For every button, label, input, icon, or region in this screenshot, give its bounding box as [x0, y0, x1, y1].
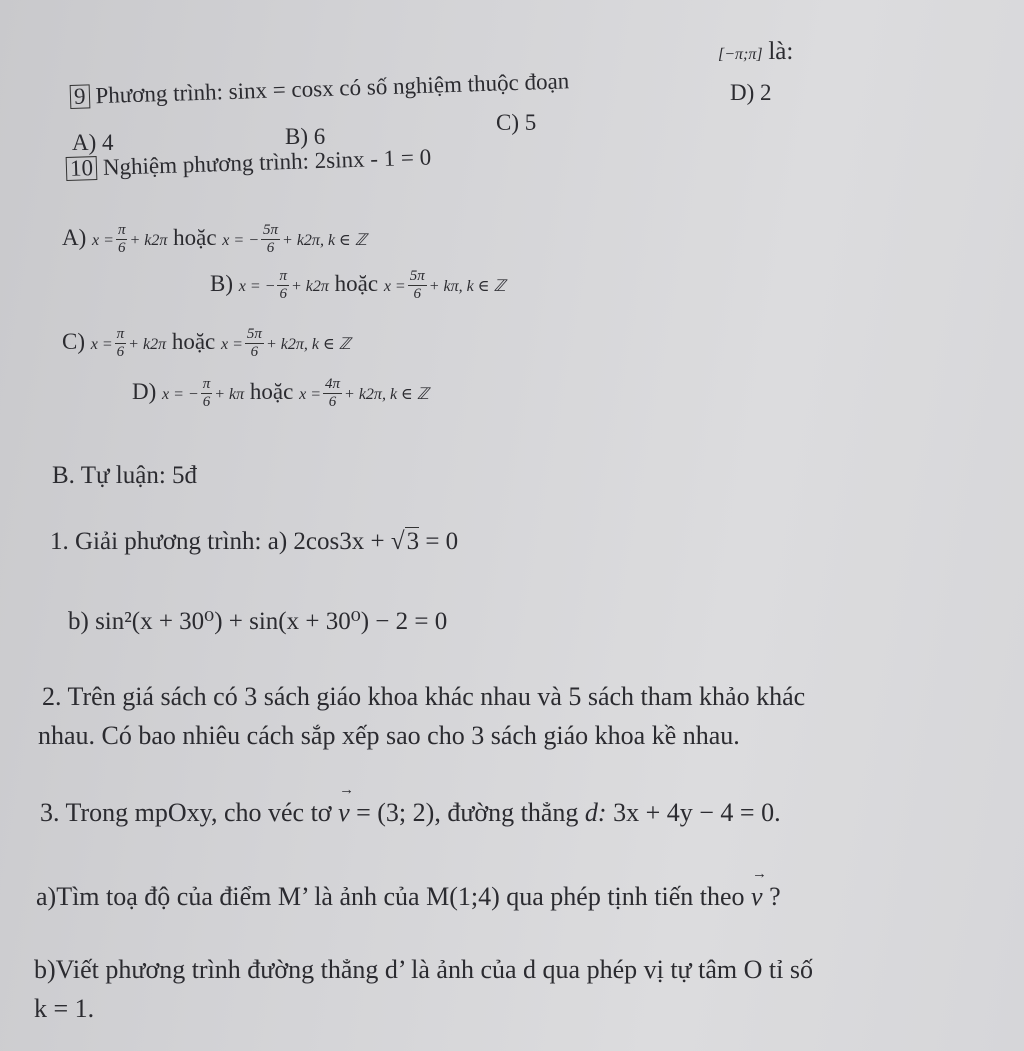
q10-b-x1-den: 6 — [279, 286, 287, 302]
q10-c-x2-num: 5π — [246, 326, 262, 342]
problem-3 — [40, 798, 781, 828]
q10-a-x2-post: + k2π — [282, 231, 320, 249]
q9-interval: [−π;π] — [718, 46, 763, 63]
q10-b-x1-frac — [277, 268, 289, 303]
q10-a-x2-pre: x = − — [222, 231, 259, 249]
q10-b-connector: hoặc — [334, 270, 379, 296]
problem-3-d: d: — [584, 798, 607, 827]
problem-3-pre: 3. Trong mpOxy, cho véc tơ — [40, 798, 332, 827]
q10-option-a — [62, 222, 367, 257]
q10-c-x1-num: π — [116, 326, 125, 342]
q10-d-connector: hoặc — [249, 378, 294, 404]
q10-b-kset: , k ∈ ℤ — [458, 277, 506, 295]
q10-b-x1-post: + k2π — [290, 277, 329, 295]
q10-option-d — [132, 376, 429, 411]
q10-d-kset: , k ∈ ℤ — [381, 385, 429, 403]
q10-option-b — [210, 268, 506, 303]
q10-text: Nghiệm phương trình: 2sinx - 1 = 0 — [102, 144, 432, 180]
q10-b-x1-num: π — [279, 268, 287, 284]
q10-d-x1-den: 6 — [202, 394, 211, 410]
q10-d-x1-num: π — [202, 376, 211, 392]
problem-1a — [50, 528, 458, 556]
q10-b-x2-num: 5π — [409, 268, 425, 284]
q9-tail: là: — [768, 38, 794, 65]
q10-a-x2-frac — [261, 222, 280, 257]
q10-b-x2-frac — [408, 268, 427, 303]
q10-d-x1-post: + kπ — [214, 385, 245, 403]
q10-a-kset: , k ∈ ℤ — [319, 231, 367, 249]
q10-b-x2-pre: x = — [383, 277, 406, 295]
q10-d-x2-pre: x = — [299, 385, 321, 403]
q10-b-x2-post: + kπ — [428, 277, 459, 295]
q10-d-label: D) — [132, 378, 157, 404]
problem-1a-text: 1. Giải phương trình: a) 2cos3x + — [50, 528, 385, 555]
q10-c-x1-pre: x = — [90, 335, 113, 353]
q10-c-kset: , k ∈ ℤ — [303, 335, 351, 353]
q9-interval-line — [718, 38, 793, 66]
q10-c-x2-post: + k2π — [265, 335, 304, 353]
q9-option-c: C) 5 — [496, 110, 537, 135]
problem-3-eq: 3x + 4y − 4 = 0. — [613, 798, 781, 827]
problem-2-line1: 2. Trên giá sách có 3 sách giáo khoa khác nhau và 5 sách tham khảo khác — [42, 682, 806, 711]
q10-option-c — [62, 326, 351, 361]
q9-option-d: D) 2 — [730, 80, 772, 105]
problem-3b-line2: k = 1. — [34, 994, 95, 1023]
q10-b-x1-pre: x = − — [238, 277, 276, 295]
q10-b-x2-den: 6 — [413, 286, 421, 302]
q10-d-x2-frac — [323, 376, 342, 411]
q10-c-x2-den: 6 — [250, 344, 259, 360]
q9-option-a: A) 4 — [72, 130, 114, 155]
q10-line — [66, 145, 432, 182]
q10-b-label: B) — [210, 270, 233, 296]
q10-d-x1-pre: x = − — [162, 385, 199, 403]
q10-d-x1-frac — [201, 376, 213, 411]
q9-option-b: B) 6 — [285, 124, 326, 149]
q10-a-x2-num: 5π — [263, 222, 279, 238]
problem-3a — [36, 882, 781, 912]
q10-a-x1-post: + k2π — [129, 231, 168, 249]
q10-a-x1-pre: x = — [92, 231, 114, 249]
q10-a-x2-den: 6 — [266, 240, 275, 256]
problem-3-vecval: = (3; 2) — [356, 798, 435, 827]
problem-1b: b) sin²(x + 30⁰) + sin(x + 30⁰) − 2 = 0 — [68, 608, 448, 635]
q10-number: 10 — [66, 156, 98, 181]
problem-3a-tail: ? — [769, 882, 781, 911]
q10-a-x1-frac — [116, 222, 128, 257]
problem-3a-text: a)Tìm toạ độ của điểm M’ là ảnh của M(1;4) qua phép tịnh tiến theo — [36, 882, 745, 911]
q9-text: Phương trình: sinx = cosx có số nghiệm thuộc đoạn — [95, 68, 570, 109]
q10-d-x2-post: + k2π — [344, 385, 382, 403]
q10-c-x1-den: 6 — [116, 344, 125, 360]
q10-a-label: A) — [62, 224, 87, 250]
part-b-heading: B. Tự luận: 5đ — [52, 462, 198, 489]
problem-2-line2: nhau. Có bao nhiêu cách sắp xếp sao cho 3 sách giáo khoa kề nhau. — [38, 721, 740, 750]
q10-a-x1-den: 6 — [117, 240, 126, 256]
problem-3b-line1: b)Viết phương trình đường thẳng d’ là ảnh của d qua phép vị tự tâm O tỉ số — [34, 955, 813, 984]
q10-a-x1-num: π — [117, 222, 126, 238]
q10-c-label: C) — [62, 328, 85, 354]
q10-d-x2-den: 6 — [328, 394, 337, 410]
q10-c-x2-frac — [245, 326, 264, 361]
q10-a-connector: hoặc — [173, 224, 217, 250]
q9-number: 9 — [70, 84, 90, 109]
q9-line — [70, 68, 570, 110]
q10-c-x2-pre: x = — [221, 335, 243, 353]
problem-1a-root: 3 — [406, 528, 420, 555]
vector-v: → v — [338, 798, 350, 828]
q10-c-connector: hoặc — [171, 328, 216, 354]
problem-3-mid: , đường thẳng — [434, 798, 579, 827]
sqrt-symbol: √ — [390, 528, 405, 555]
problem-1a-tail: = 0 — [425, 528, 459, 555]
q10-c-x1-post: + k2π — [128, 335, 167, 353]
q10-d-x2-num: 4π — [325, 376, 341, 392]
vector-v-3a: → v — [751, 882, 763, 912]
q10-c-x1-frac — [115, 326, 127, 361]
